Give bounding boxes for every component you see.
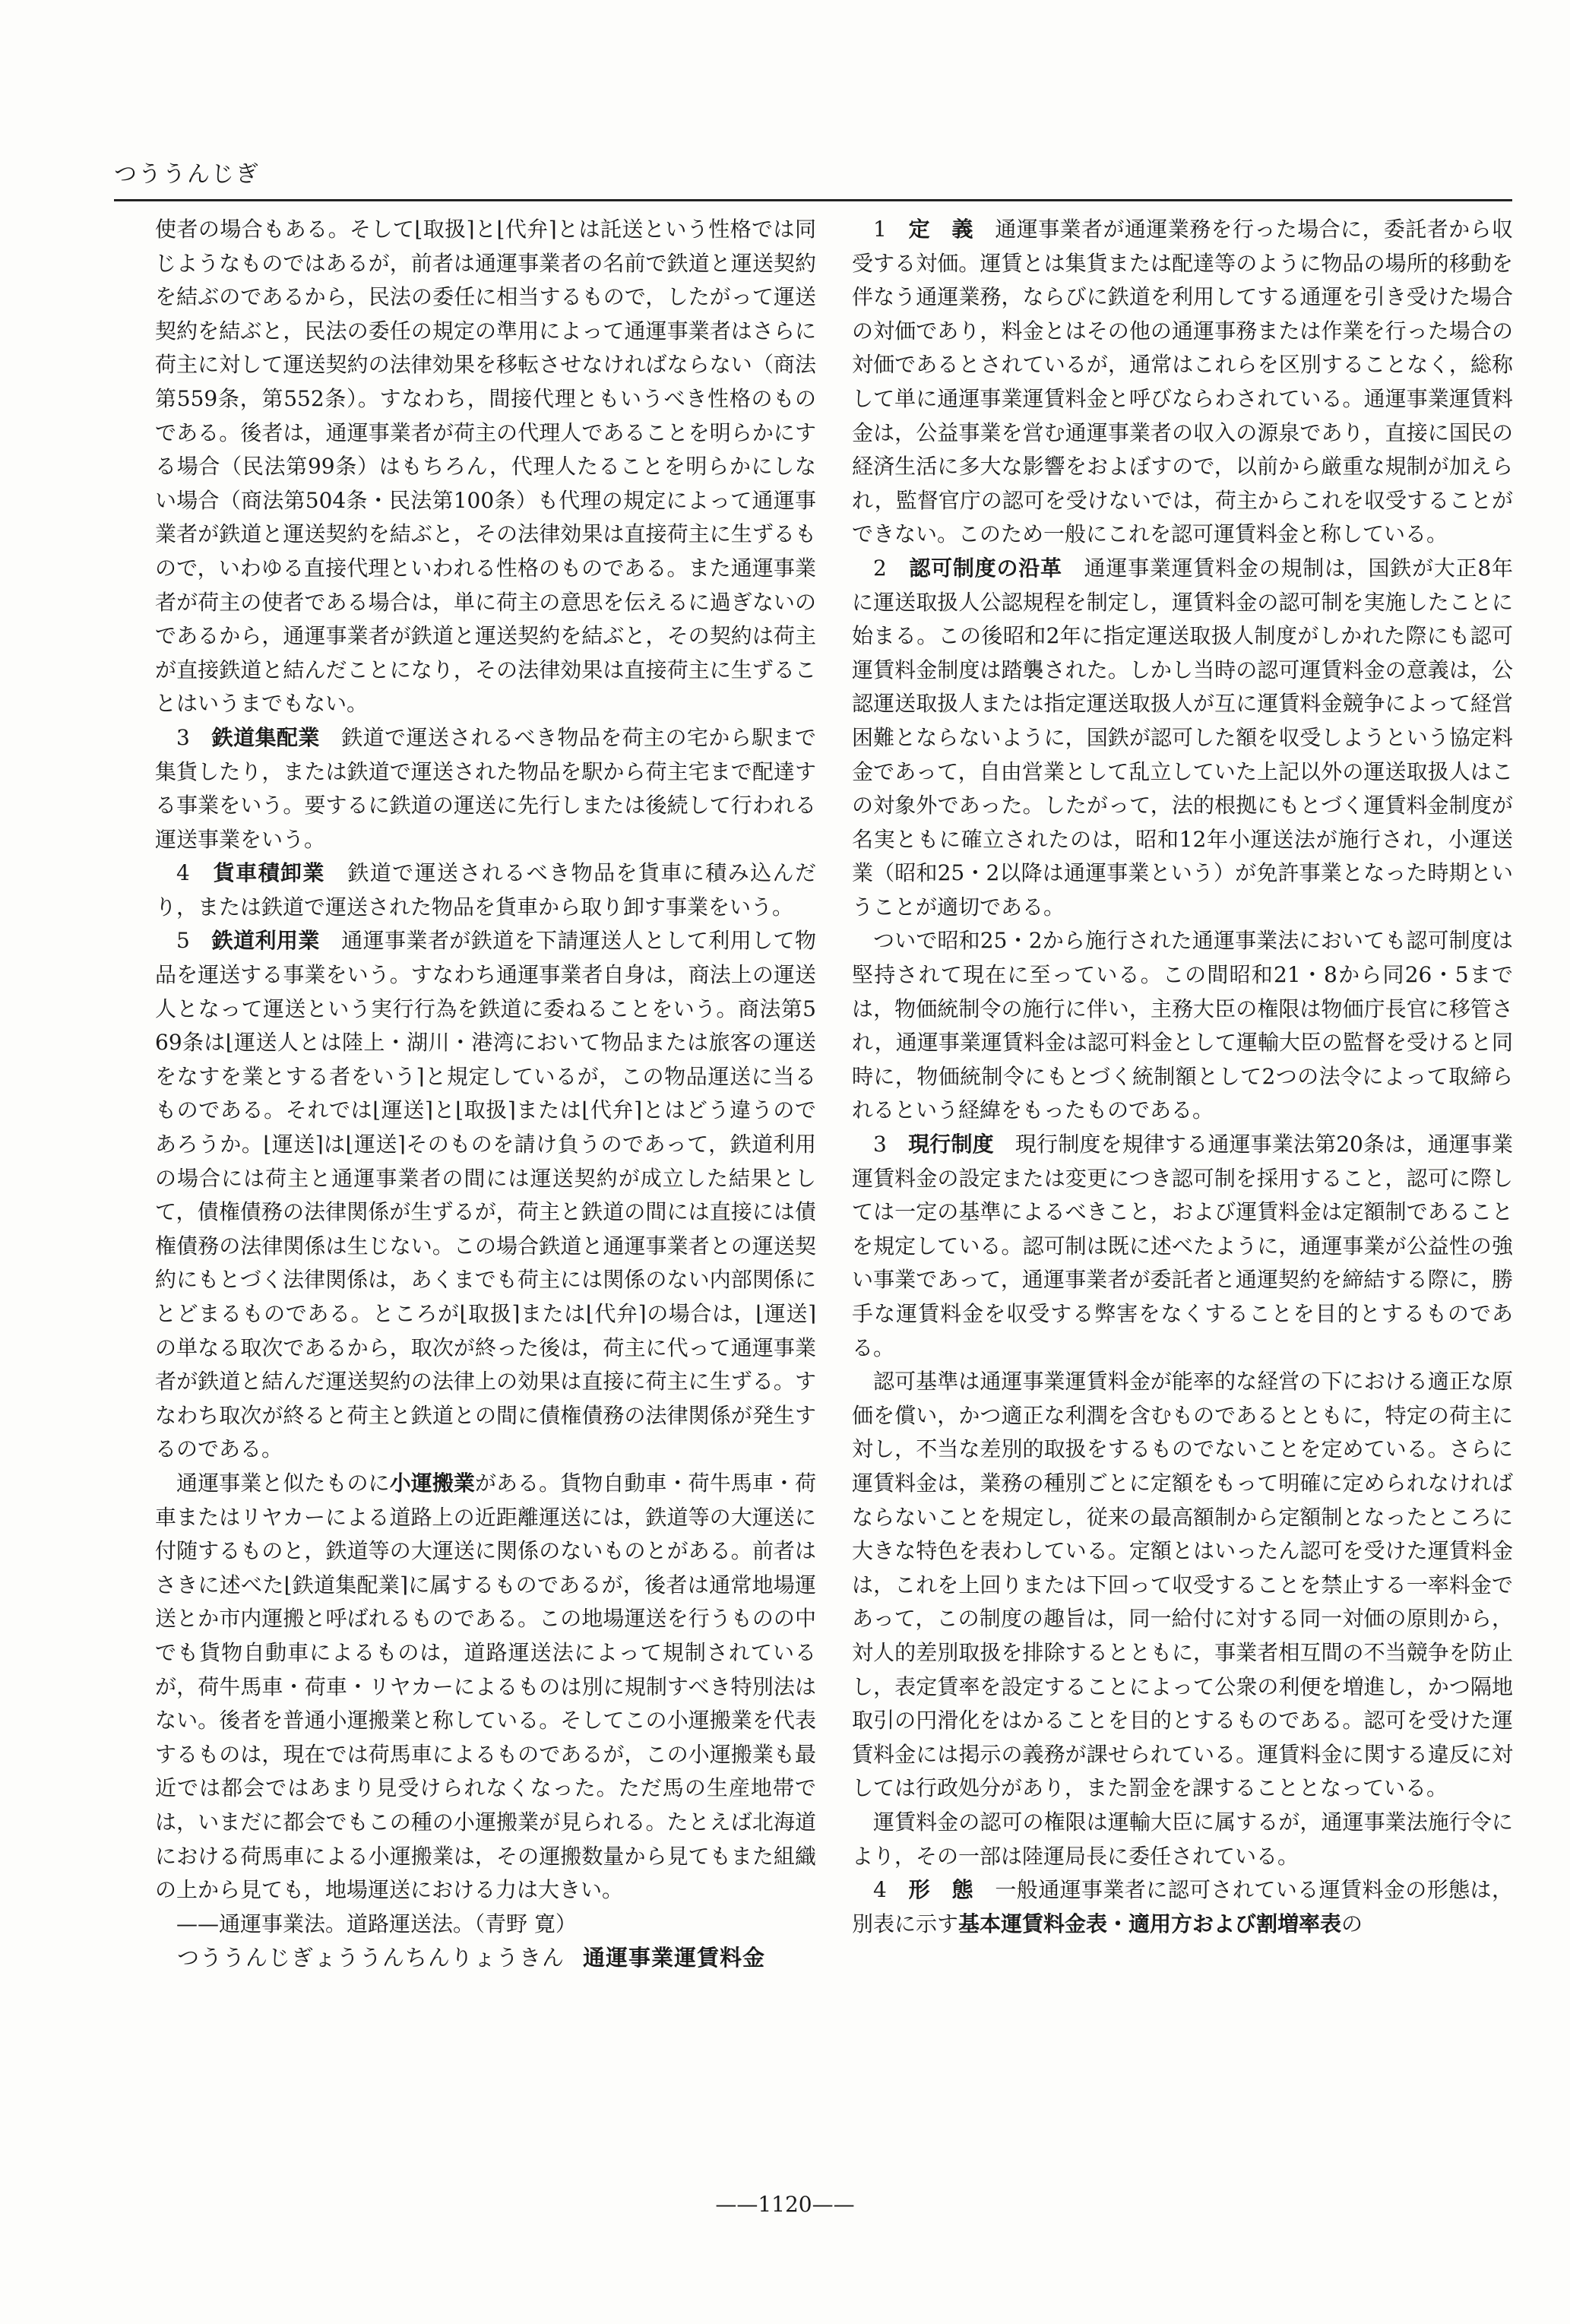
entry-reading: つううんじぎょううんちんりょうきん	[177, 1945, 565, 1971]
next-entry-heading	[155, 1941, 816, 1975]
left-column	[155, 213, 816, 1975]
page-number: ——1120——	[715, 2192, 855, 2217]
section-heading: 形 態	[908, 1877, 973, 1903]
section-heading: 認可制度の沿革	[909, 555, 1062, 581]
section-5: 5 鉄道利用業 通運事業者が鉄道を下請運送人として利用して物品を運送する事業をいう。すなわち通運事業者自身は，商法上の運送人となって運送という実行行為を鉄道に委ねることをいう。商法第569条は⌊運送人とは陸上・湖川・港湾において物品または旅客の運送をなすを業とする者をいう⌉と規定しているが，この物品運送に当るものである。それでは⌊運送⌉と⌊取扱⌉または⌊代弁⌉とはどう違うのであろうか。⌊運送⌉は⌊運送⌉そのものを請け負うのであって，鉄道利用の場合には荷主と通運事業者の間には運送契約が成立した結果として，債権債務の法律関係が生ずるが，荷主と鉄道の間には直接には債権債務の法律関係は生じない。この場合鉄道と通運事業者との運送契約にもとづく法律関係は，あくまでも荷主には関係のない内部関係にとどまるものである。ところが⌊取扱⌉または⌊代弁⌉の場合は，⌊運送⌉の単なる取次であるから，取次が終った後は，荷主に代って通運事業者が鉄道と結んだ運送契約の法律上の効果は直接に荷主に生ずる。すなわち取次が終ると荷主と鉄道との間に債権債務の法律関係が発生するのである。	[155, 928, 816, 1462]
section-3: 3 現行制度 現行制度を規律する通運事業法第20条は，通運事業運賃料金の設定または変更につき認可制を採用すること，認可に際しては一定の基準によるべきこと，および運賃料金は定額制であることを規定している。認可制は既に述べたように，通運事業が公益性の強い事業であって，通運事業者が委託者と通運契約を締結する際に，勝手な運賃料金を収受する弊害をなくすることを目的とするものである。	[852, 1132, 1513, 1360]
section-3: 3 鉄道集配業 鉄道で運送されるべき物品を荷主の宅から駅まで集貨したり，または鉄道で運送された物品を駅から荷主宅まで配達する事業をいう。要するに鉄道の運送に先行しまたは後続して行われる運送事業をいう。	[155, 724, 816, 852]
paragraph: 使者の場合もある。そして⌊取扱⌉と⌊代弁⌉とは託送という性格では同じようなものではあるが，前者は通運事業者の名前で鉄道と運送契約を結ぶのであるから，民法の委任に相当するもので，したがって運送契約を結ぶと，民法の委任の規定の準用によって通運事業者はさらに荷主に対して運送契約の法律効果を移転させなければならない（商法第559条，第552条）。すなわち，間接代理ともいうべき性格のものである。後者は，通運事業者が荷主の代理人であることを明らかにする場合（民法第99条）はもちろん，代理人たることを明らかにしない場合（商法第504条・民法第100条）も代理の規定によって通運事業者が鉄道と運送契約を結ぶと，その法律効果は直接荷主に生ずるもので，いわゆる直接代理といわれる性格のものである。また通運事業者が荷主の使者である場合は，単に荷主の意思を伝えるに過ぎないのであるから，通運事業者が鉄道と運送契約を結ぶと，その契約は荷主が直接鉄道と結んだことになり，その法律効果は直接荷主に生ずることはいうまでもない。	[155, 217, 816, 717]
section-2: 2 認可制度の沿革 通運事業運賃料金の規制は，国鉄が大正8年に運送取扱人公認規程を制定し，運賃料金の認可制を実施したことに始まる。この後昭和2年に指定運送取扱人制度がしかれた際にも認可運賃料金制度は踏襲された。しかし当時の認可運賃料金の意義は，公認運送取扱人または指定運送取扱人が互に運賃料金競争によって経営困難とならないように，国鉄が認可した額を収受しようという協定料金であって，自由営業として乱立していた上記以外の運送取扱人はこの対象外であった。したがって，法的根拠にもとづく運賃料金制度が名実ともに確立されたのは，昭和12年小運送法が施行され，小運送業（昭和25・2以降は通運事業という）が免許事業となった時期ということが適切である。	[852, 555, 1513, 920]
header-rule	[114, 199, 1512, 201]
paragraph: ついで昭和25・2から施行された通運事業法においても認可制度は堅持されて現在に至っている。この間昭和21・8から同26・5までは，物価統制令の施行に伴い，主務大臣の権限は物価庁長官に移管され，通運事業運賃料金は認可料金として運輸大臣の監督を受けると同時に，物価統制令にもとづく統制額として2つの法令によって取締られるという経緯をもったものである。	[852, 928, 1513, 1123]
right-column	[852, 213, 1513, 1941]
section-heading: 鉄道利用業	[211, 928, 320, 954]
byline: ——通運事業法。道路運送法。（青野 寛）	[176, 1911, 577, 1936]
entry-term: 通運事業運賃料金	[583, 1945, 766, 1971]
section-heading: 貨車積卸業	[213, 860, 325, 886]
section-heading: 現行制度	[908, 1132, 994, 1157]
running-title: つううんじぎ	[114, 161, 260, 188]
section-heading: 鉄道集配業	[211, 724, 320, 750]
bold-term: 小運搬業	[389, 1470, 475, 1496]
section-4: 4 貨車積卸業 鉄道で運送されるべき物品を貨車に積み込んだり，または鉄道で運送された物品を貨車から取り卸す事業をいう。	[155, 860, 816, 920]
section-1: 1 定 義 通運事業者が通運業務を行った場合に，委託者から収受する対価。運賃とは集貨または配達等のように物品の場所的移動を伴なう通運業務，ならびに鉄道を利用してする通運を引き受けた場合の対価であり，料金とはその他の通運事務または作業を行った場合の対価であるとされているが，通常はこれらを区別することなく，総称して単に通運事業運賃料金と呼びならわされている。通運事業運賃料金は，公益事業を営む通運事業者の収入の源泉であり，直接に国民の経済生活に多大な影響をおよぼすので，以前から厳重な規制が加えられ，監督官庁の認可を受けないでは，荷主からこれを収受することができない。このため一般にこれを認可運賃料金と称している。	[852, 217, 1513, 547]
bold-term: 基本運賃料金表・適用方および割増率表	[958, 1911, 1342, 1936]
paragraph: 通運事業と似たものに小運搬業がある。貨物自動車・荷牛馬車・荷車またはリヤカーによる道路上の近距離運送には，鉄道等の大運送に付随するものと，鉄道等の大運送に関係のないものとがある。前者はさきに述べた⌊鉄道集配業⌉に属するものであるが，後者は通常地場運送とか市内運搬と呼ばれるものである。この地場運送を行うものの中でも貨物自動車によるものは，道路運送法によって規制されているが，荷牛馬車・荷車・リヤカーによるものは別に規制すべき特別法はない。後者を普通小運搬業と称している。そしてこの小運搬業を代表するものは，現在では荷馬車によるものであるが，この小運搬業も最近では都会ではあまり見受けられなくなった。ただ馬の生産地帯では，いまだに都会でもこの種の小運搬業が見られる。たとえば北海道における荷馬車による小運搬業は，その運搬数量から見てもまた組織の上から見ても，地場運送における力は大きい。	[155, 1470, 816, 1903]
paragraph: 認可基準は通運事業運賃料金が能率的な経営の下における適正な原価を償い，かつ適正な利潤を含むものであるとともに，特定の荷主に対し，不当な差別的取扱をするものでないことを定めている。さらに運賃料金は，業務の種別ごとに定額をもって明確に定められなければならないことを規定し，従来の最高額制から定額制となったところに大きな特色を表わしている。定額とはいったん認可を受けた運賃料金は，これを上回りまたは下回って収受することを禁止する一率料金であって，この制度の趣旨は，同一給付に対する同一対価の原則から，対人的差別取扱を排除するとともに，事業者相互間の不当競争を防止し，表定賃率を設定することによって公衆の利便を増進し，かつ隔地取引の円滑化をはかることを目的とするものである。認可を受けた運賃料金には掲示の義務が課せられている。運賃料金に関する違反に対しては行政処分があり，また罰金を課することとなっている。	[852, 1369, 1513, 1801]
section-heading: 定 義	[908, 217, 973, 242]
section-4: 4 形 態 一般通運事業者に認可されている運賃料金の形態は，別表に示す基本運賃料金表・適用方および割増率表の	[852, 1877, 1513, 1936]
paragraph: 運賃料金の認可の権限は運輸大臣に属するが，通運事業法施行令により，その一部は陸運局長に委任されている。	[852, 1809, 1513, 1869]
